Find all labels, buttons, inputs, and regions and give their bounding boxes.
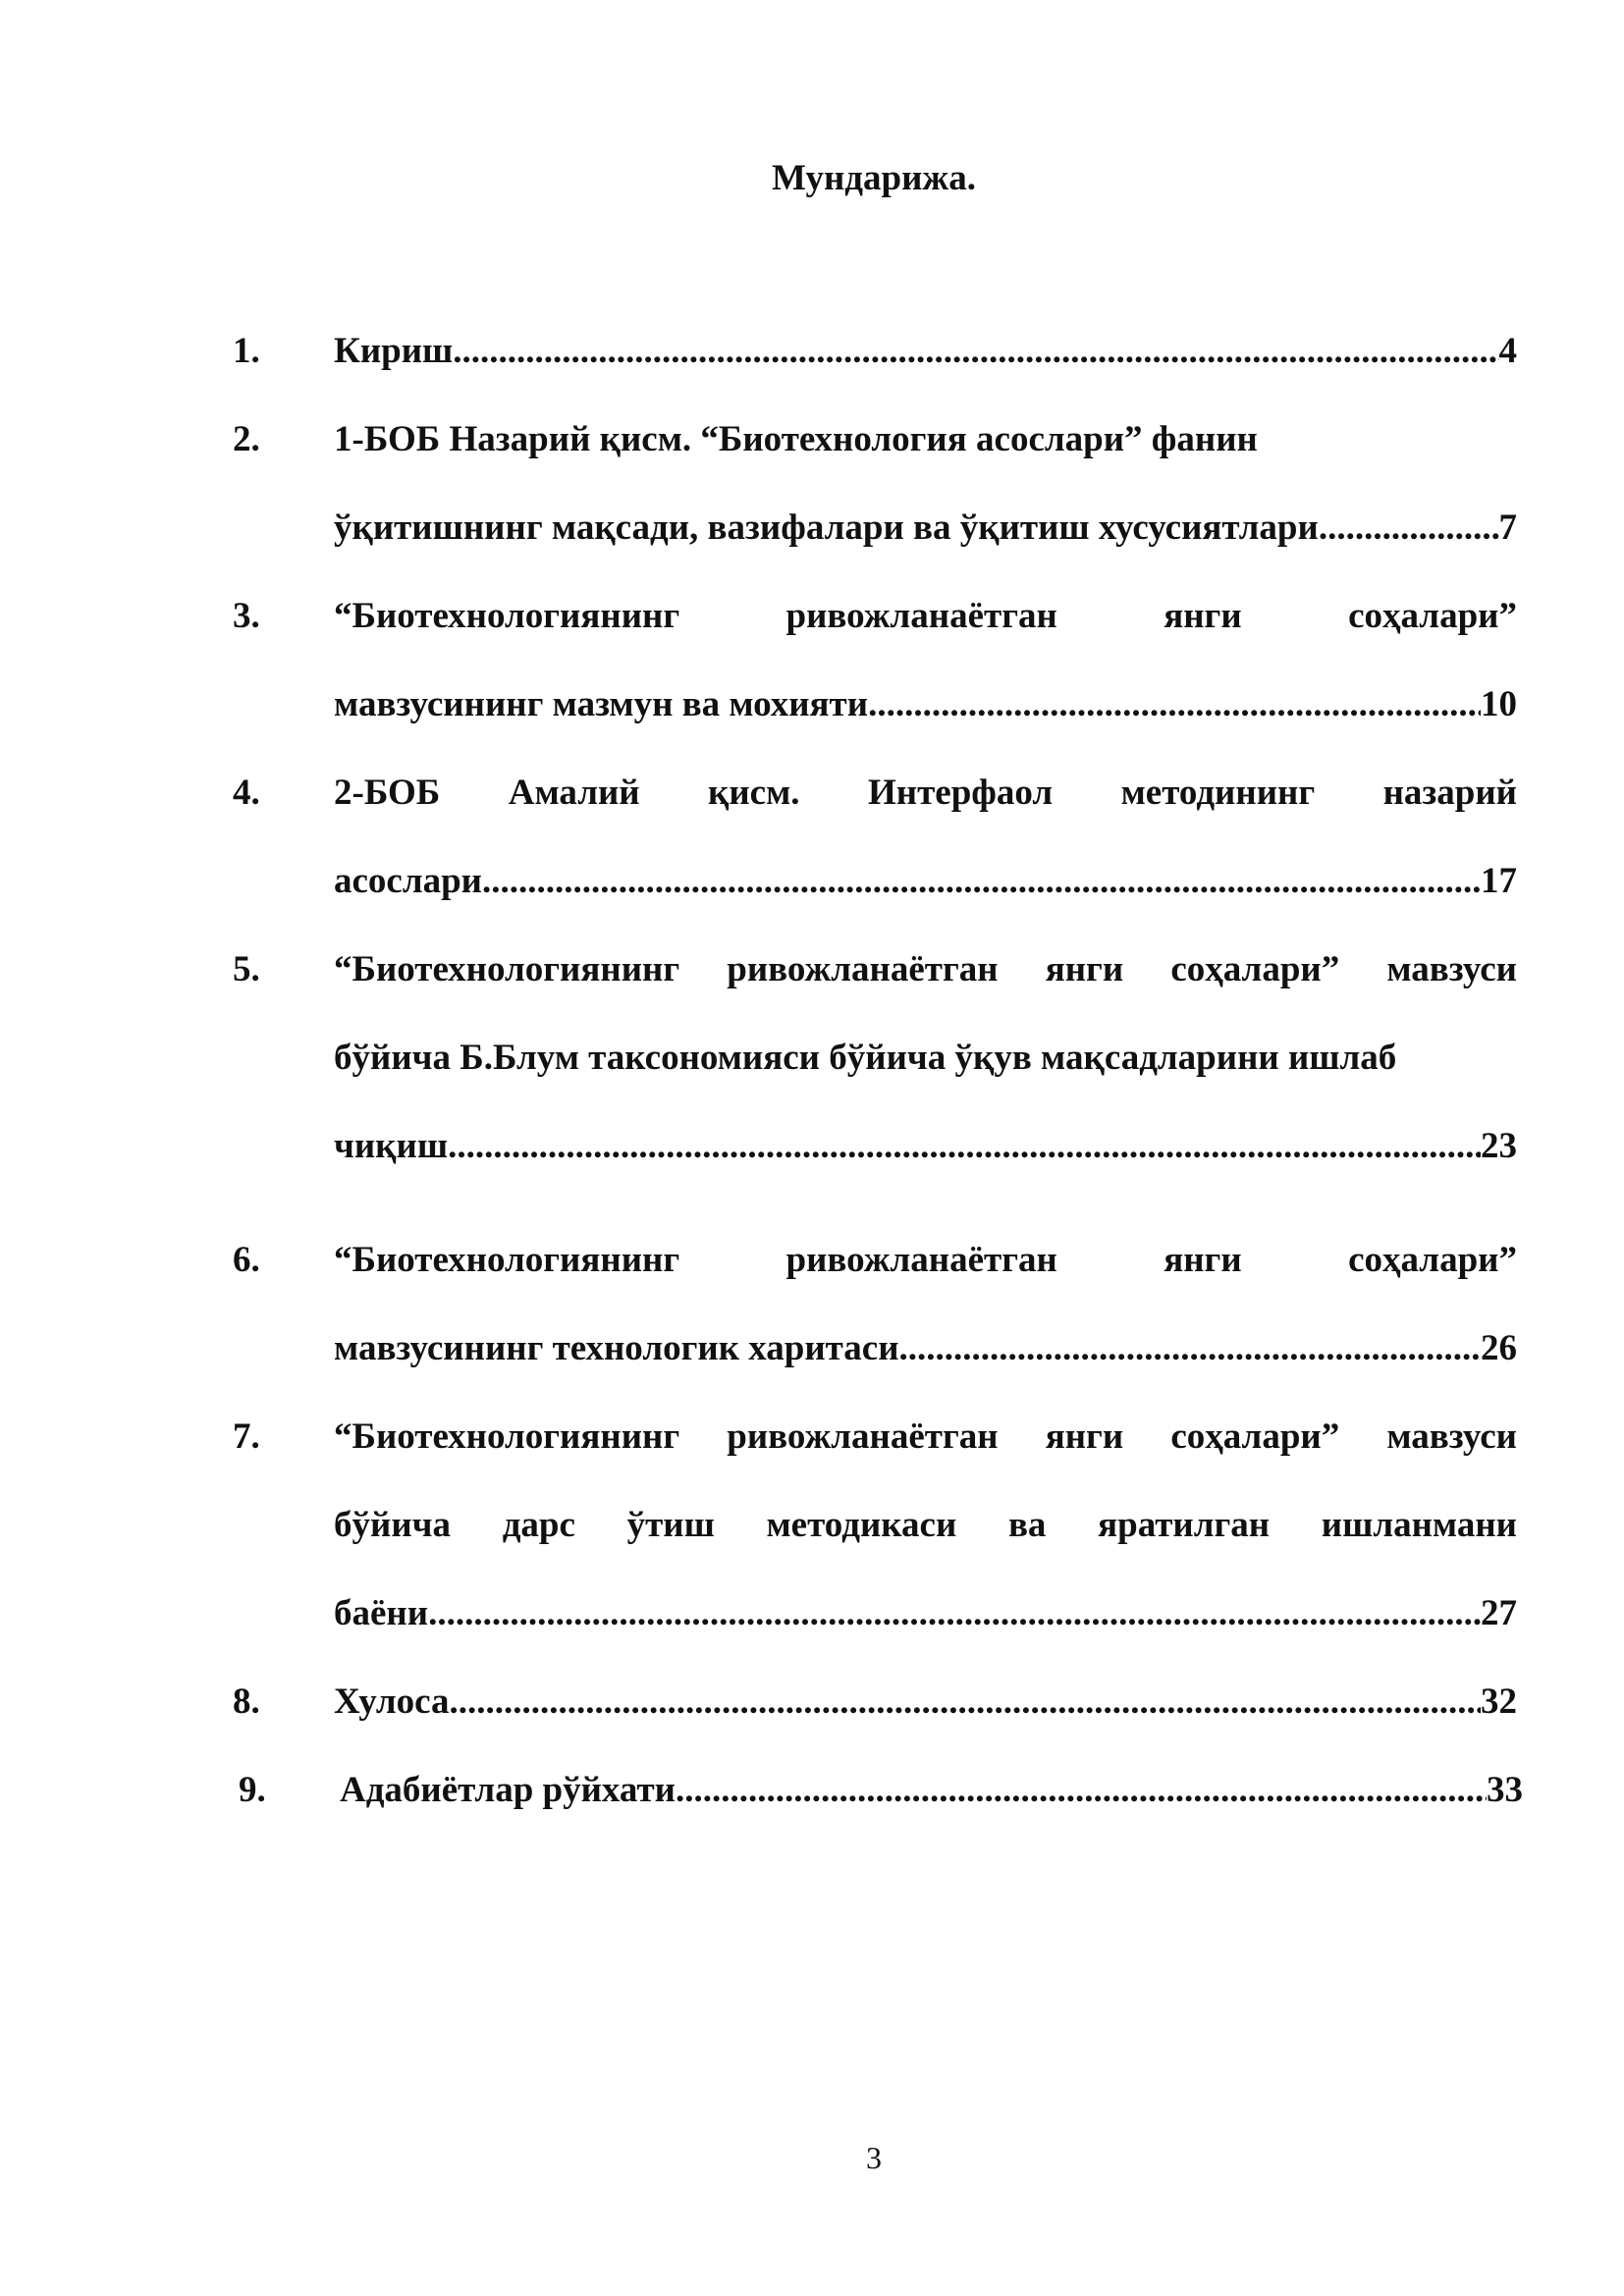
toc-entry-word: бўйича (334, 1505, 452, 1545)
toc-entry-leader-line (334, 307, 1517, 396)
toc-entry-word: “Биотехнологиянинг (334, 949, 680, 989)
toc-entry-title: мавзусининг мазмун ва мохияти (334, 684, 869, 724)
page-number: 3 (866, 2140, 882, 2175)
toc-entry-title: мавзусининг технологик харитаси (334, 1328, 899, 1368)
toc-entry-line (334, 1481, 1517, 1570)
dot-leader (428, 1570, 1481, 1658)
toc-entry-line (334, 1014, 1517, 1102)
dot-leader (676, 1746, 1487, 1835)
toc-entry-page: 10 (1481, 684, 1517, 724)
table-of-contents (0, 307, 1624, 1835)
toc-entry-word: Интерфаол (868, 773, 1054, 813)
toc-entry-number: 6. (233, 1240, 260, 1280)
toc-entry-text (334, 926, 1517, 1191)
toc-entry-text (334, 1393, 1517, 1658)
toc-entry-word: ривожланаётган (727, 949, 999, 989)
toc-entry (0, 1393, 1624, 1658)
dot-leader (453, 307, 1498, 396)
toc-entry-number: 5. (233, 949, 260, 989)
dot-leader (450, 1658, 1481, 1746)
toc-entry-title: Кириш (334, 331, 454, 371)
toc-entry-word: соҳалари” (1348, 1240, 1517, 1280)
toc-entry-word: янги (1164, 596, 1242, 636)
toc-entry-number: 8. (233, 1682, 260, 1722)
toc-entry-title: Адабиётлар рўйхати (340, 1770, 676, 1810)
dot-leader (448, 1102, 1481, 1191)
toc-entry-word: бўйича Б.Блум таксономияси бўйича ўқув мақсадларини ишлаб (334, 1038, 1397, 1078)
toc-entry-word: мавзуси (1386, 949, 1517, 989)
toc-entry-text (340, 1746, 1523, 1835)
toc-entry-leader-line (334, 484, 1517, 572)
toc-entry-number: 7. (233, 1416, 260, 1457)
toc-entry-page: 26 (1481, 1328, 1517, 1368)
toc-entry-word: янги (1045, 949, 1124, 989)
toc-entry-word: ва (1007, 1505, 1047, 1545)
toc-entry-word: қисм. (708, 773, 800, 813)
toc-entry-word: ривожланаётган (727, 1416, 999, 1457)
dot-leader (482, 837, 1481, 926)
toc-entry-text (334, 396, 1517, 572)
toc-entry-text (334, 572, 1517, 749)
toc-entry-text (334, 307, 1517, 396)
toc-entry-word: 1-БОБ Назарий қисм. “Биотехнология асослари” фанин (334, 419, 1258, 459)
toc-entry-word: янги (1164, 1240, 1242, 1280)
toc-entry-word: мавзуси (1386, 1416, 1517, 1457)
toc-entry-word: ўтиш (626, 1505, 715, 1545)
toc-entry-text (334, 1658, 1517, 1746)
dot-leader (868, 661, 1481, 749)
toc-entry-title: баёни (334, 1593, 429, 1633)
toc-entry (0, 1216, 1624, 1393)
toc-entry-word: “Биотехнологиянинг (334, 596, 680, 636)
toc-entry-leader-line (334, 1658, 1517, 1746)
toc-entry-leader-line (334, 837, 1517, 926)
toc-entry-line (334, 926, 1517, 1014)
toc-entry-page: 23 (1481, 1126, 1517, 1166)
toc-entry-word: 2-БОБ (334, 773, 441, 813)
toc-entry-leader-line (340, 1746, 1523, 1835)
toc-entry-line (334, 1216, 1517, 1305)
toc-entry-number: 1. (233, 331, 260, 371)
toc-entry-line (334, 572, 1517, 661)
toc-entry-text (334, 1216, 1517, 1393)
dot-leader (899, 1305, 1481, 1393)
toc-entry-number: 9. (239, 1770, 266, 1810)
toc-entry-word: Амалий (508, 773, 640, 813)
toc-entry-word: соҳалари” (1348, 596, 1517, 636)
toc-entry-leader-line (334, 661, 1517, 749)
toc-entry-line (334, 749, 1517, 837)
toc-entry-leader-line (334, 1570, 1517, 1658)
toc-entry-word: соҳалари” (1170, 1416, 1340, 1457)
toc-entry-text (334, 749, 1517, 926)
toc-entry-word: яратилган (1098, 1505, 1271, 1545)
page-title: Мундарижа. (772, 158, 976, 198)
toc-entry-title: чиқиш (334, 1126, 449, 1166)
toc-entry (0, 1658, 1624, 1746)
toc-entry-word: методикаси (766, 1505, 957, 1545)
toc-entry-leader-line (334, 1305, 1517, 1393)
toc-entry (0, 1746, 1624, 1835)
toc-entry-page: 4 (1498, 331, 1517, 371)
toc-entry-word: ривожланаётган (785, 596, 1057, 636)
toc-entry-word: “Биотехнологиянинг (334, 1416, 680, 1457)
toc-entry-word: дарс (502, 1505, 575, 1545)
toc-entry-word: ишланмани (1321, 1505, 1517, 1545)
toc-entry (0, 749, 1624, 926)
toc-entry-leader-line (334, 1102, 1517, 1191)
toc-entry-title: ўқитишнинг мақсади, вазифалари ва ўқитиш хусусиятлари (334, 507, 1319, 548)
toc-entry (0, 926, 1624, 1191)
toc-entry-page: 27 (1481, 1593, 1517, 1633)
toc-entry (0, 572, 1624, 749)
toc-entry-word: “Биотехнологиянинг (334, 1240, 680, 1280)
toc-entry-word: назарий (1382, 773, 1517, 813)
toc-entry-line (334, 1393, 1517, 1481)
toc-entry-word: методининг (1120, 773, 1316, 813)
toc-entry-page: 17 (1481, 861, 1517, 901)
toc-entry-word: ривожланаётган (785, 1240, 1057, 1280)
toc-entry-title: Хулоса (334, 1682, 450, 1722)
dot-leader (1319, 484, 1499, 572)
toc-entry-word: соҳалари” (1170, 949, 1340, 989)
toc-entry-number: 4. (233, 773, 260, 813)
toc-entry-number: 3. (233, 596, 260, 636)
toc-entry-page: 33 (1487, 1770, 1523, 1810)
toc-entry-title: асослари (334, 861, 482, 901)
toc-entry-page: 32 (1481, 1682, 1517, 1722)
toc-entry-line (334, 396, 1517, 484)
toc-entry-word: янги (1045, 1416, 1124, 1457)
toc-entry-page: 7 (1498, 507, 1517, 548)
toc-entry (0, 307, 1624, 396)
toc-entry (0, 396, 1624, 572)
toc-entry-number: 2. (233, 419, 260, 459)
